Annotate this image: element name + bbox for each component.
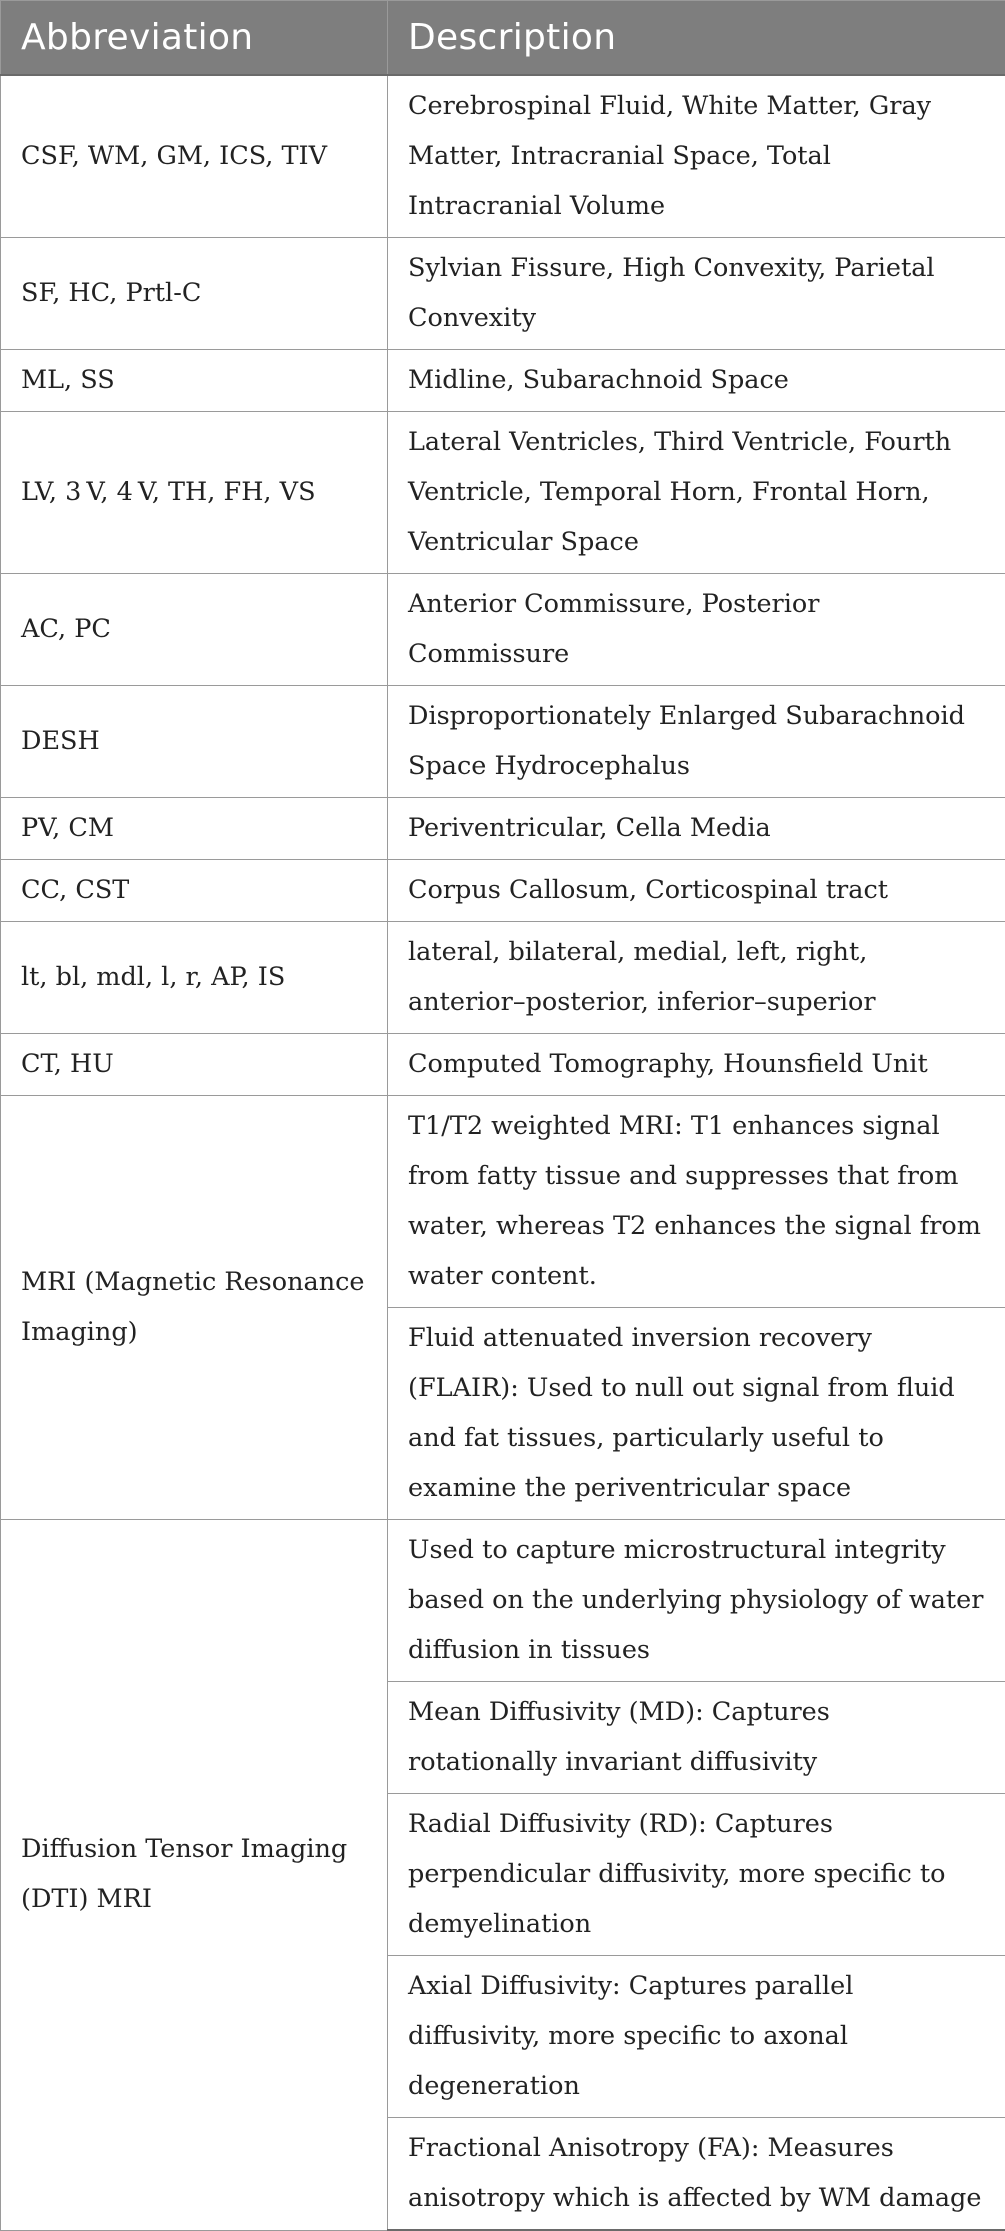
- description-cell: Sylvian Fissure, High Convexity, Parietal Convexity: [388, 238, 1005, 350]
- column-header-abbreviation: Abbreviation: [1, 1, 388, 76]
- abbreviation-cell: LV, 3 V, 4 V, TH, FH, VS: [1, 412, 388, 574]
- table-row: [1, 922, 1005, 1034]
- abbreviation-cell: PV, CM: [1, 798, 388, 860]
- description-cell: Cerebrospinal Fluid, White Matter, Gray Matter, Intracranial Space, Total Intracranial Volume: [388, 75, 1005, 238]
- abbreviation-cell: AC, PC: [1, 574, 388, 686]
- description-cell: Fluid attenuated inversion recovery (FLAIR): Used to null out signal from fluid and fat tissues, particularly useful to examine the periventricular space: [388, 1308, 1005, 1520]
- description-cell: Radial Diffusivity (RD): Captures perpendicular diffusivity, more specific to demyelination: [388, 1794, 1005, 1956]
- table-body: [1, 75, 1005, 2230]
- description-cell: Periventricular, Cella Media: [388, 798, 1005, 860]
- description-cell: Computed Tomography, Hounsfield Unit: [388, 1034, 1005, 1096]
- table-row: [1, 350, 1005, 412]
- abbreviation-cell: lt, bl, mdl, l, r, AP, IS: [1, 922, 388, 1034]
- abbreviation-cell: DESH: [1, 686, 388, 798]
- description-cell: Used to capture microstructural integrity based on the underlying physiology of water diffusion in tissues: [388, 1520, 1005, 1682]
- table-header-row: [1, 1, 1005, 76]
- description-cell: T1/T2 weighted MRI: T1 enhances signal from fatty tissue and suppresses that from water, whereas T2 enhances the signal from water content.: [388, 1096, 1005, 1308]
- abbreviation-cell: ML, SS: [1, 350, 388, 412]
- abbreviation-cell: SF, HC, Prtl-C: [1, 238, 388, 350]
- table-row: [1, 860, 1005, 922]
- abbreviation-cell: MRI (Magnetic Resonance Imaging): [1, 1096, 388, 1520]
- table-row: [1, 1034, 1005, 1096]
- description-cell: Lateral Ventricles, Third Ventricle, Fourth Ventricle, Temporal Horn, Frontal Horn, Ventricular Space: [388, 412, 1005, 574]
- abbreviation-cell: Diffusion Tensor Imaging (DTI) MRI: [1, 1520, 388, 2231]
- description-cell: Fractional Anisotropy (FA): Measures anisotropy which is affected by WM damage: [388, 2118, 1005, 2231]
- abbreviation-cell: CSF, WM, GM, ICS, TIV: [1, 75, 388, 238]
- abbreviation-cell: CT, HU: [1, 1034, 388, 1096]
- abbreviation-cell: CC, CST: [1, 860, 388, 922]
- description-cell: Axial Diffusivity: Captures parallel diffusivity, more specific to axonal degeneration: [388, 1956, 1005, 2118]
- table-row: [1, 75, 1005, 238]
- description-cell: Disproportionately Enlarged Subarachnoid Space Hydrocephalus: [388, 686, 1005, 798]
- table-row: [1, 574, 1005, 686]
- description-cell: lateral, bilateral, medial, left, right, anterior–posterior, inferior–superior: [388, 922, 1005, 1034]
- table-row: [1, 238, 1005, 350]
- description-cell: Midline, Subarachnoid Space: [388, 350, 1005, 412]
- table-row: [1, 1096, 1005, 1308]
- description-cell: Anterior Commissure, Posterior Commissure: [388, 574, 1005, 686]
- table-row: [1, 798, 1005, 860]
- description-cell: Mean Diffusivity (MD): Captures rotationally invariant diffusivity: [388, 1682, 1005, 1794]
- table-row: [1, 686, 1005, 798]
- column-header-description: Description: [388, 1, 1005, 76]
- table-row: [1, 412, 1005, 574]
- description-cell: Corpus Callosum, Corticospinal tract: [388, 860, 1005, 922]
- table-row: [1, 1520, 1005, 1682]
